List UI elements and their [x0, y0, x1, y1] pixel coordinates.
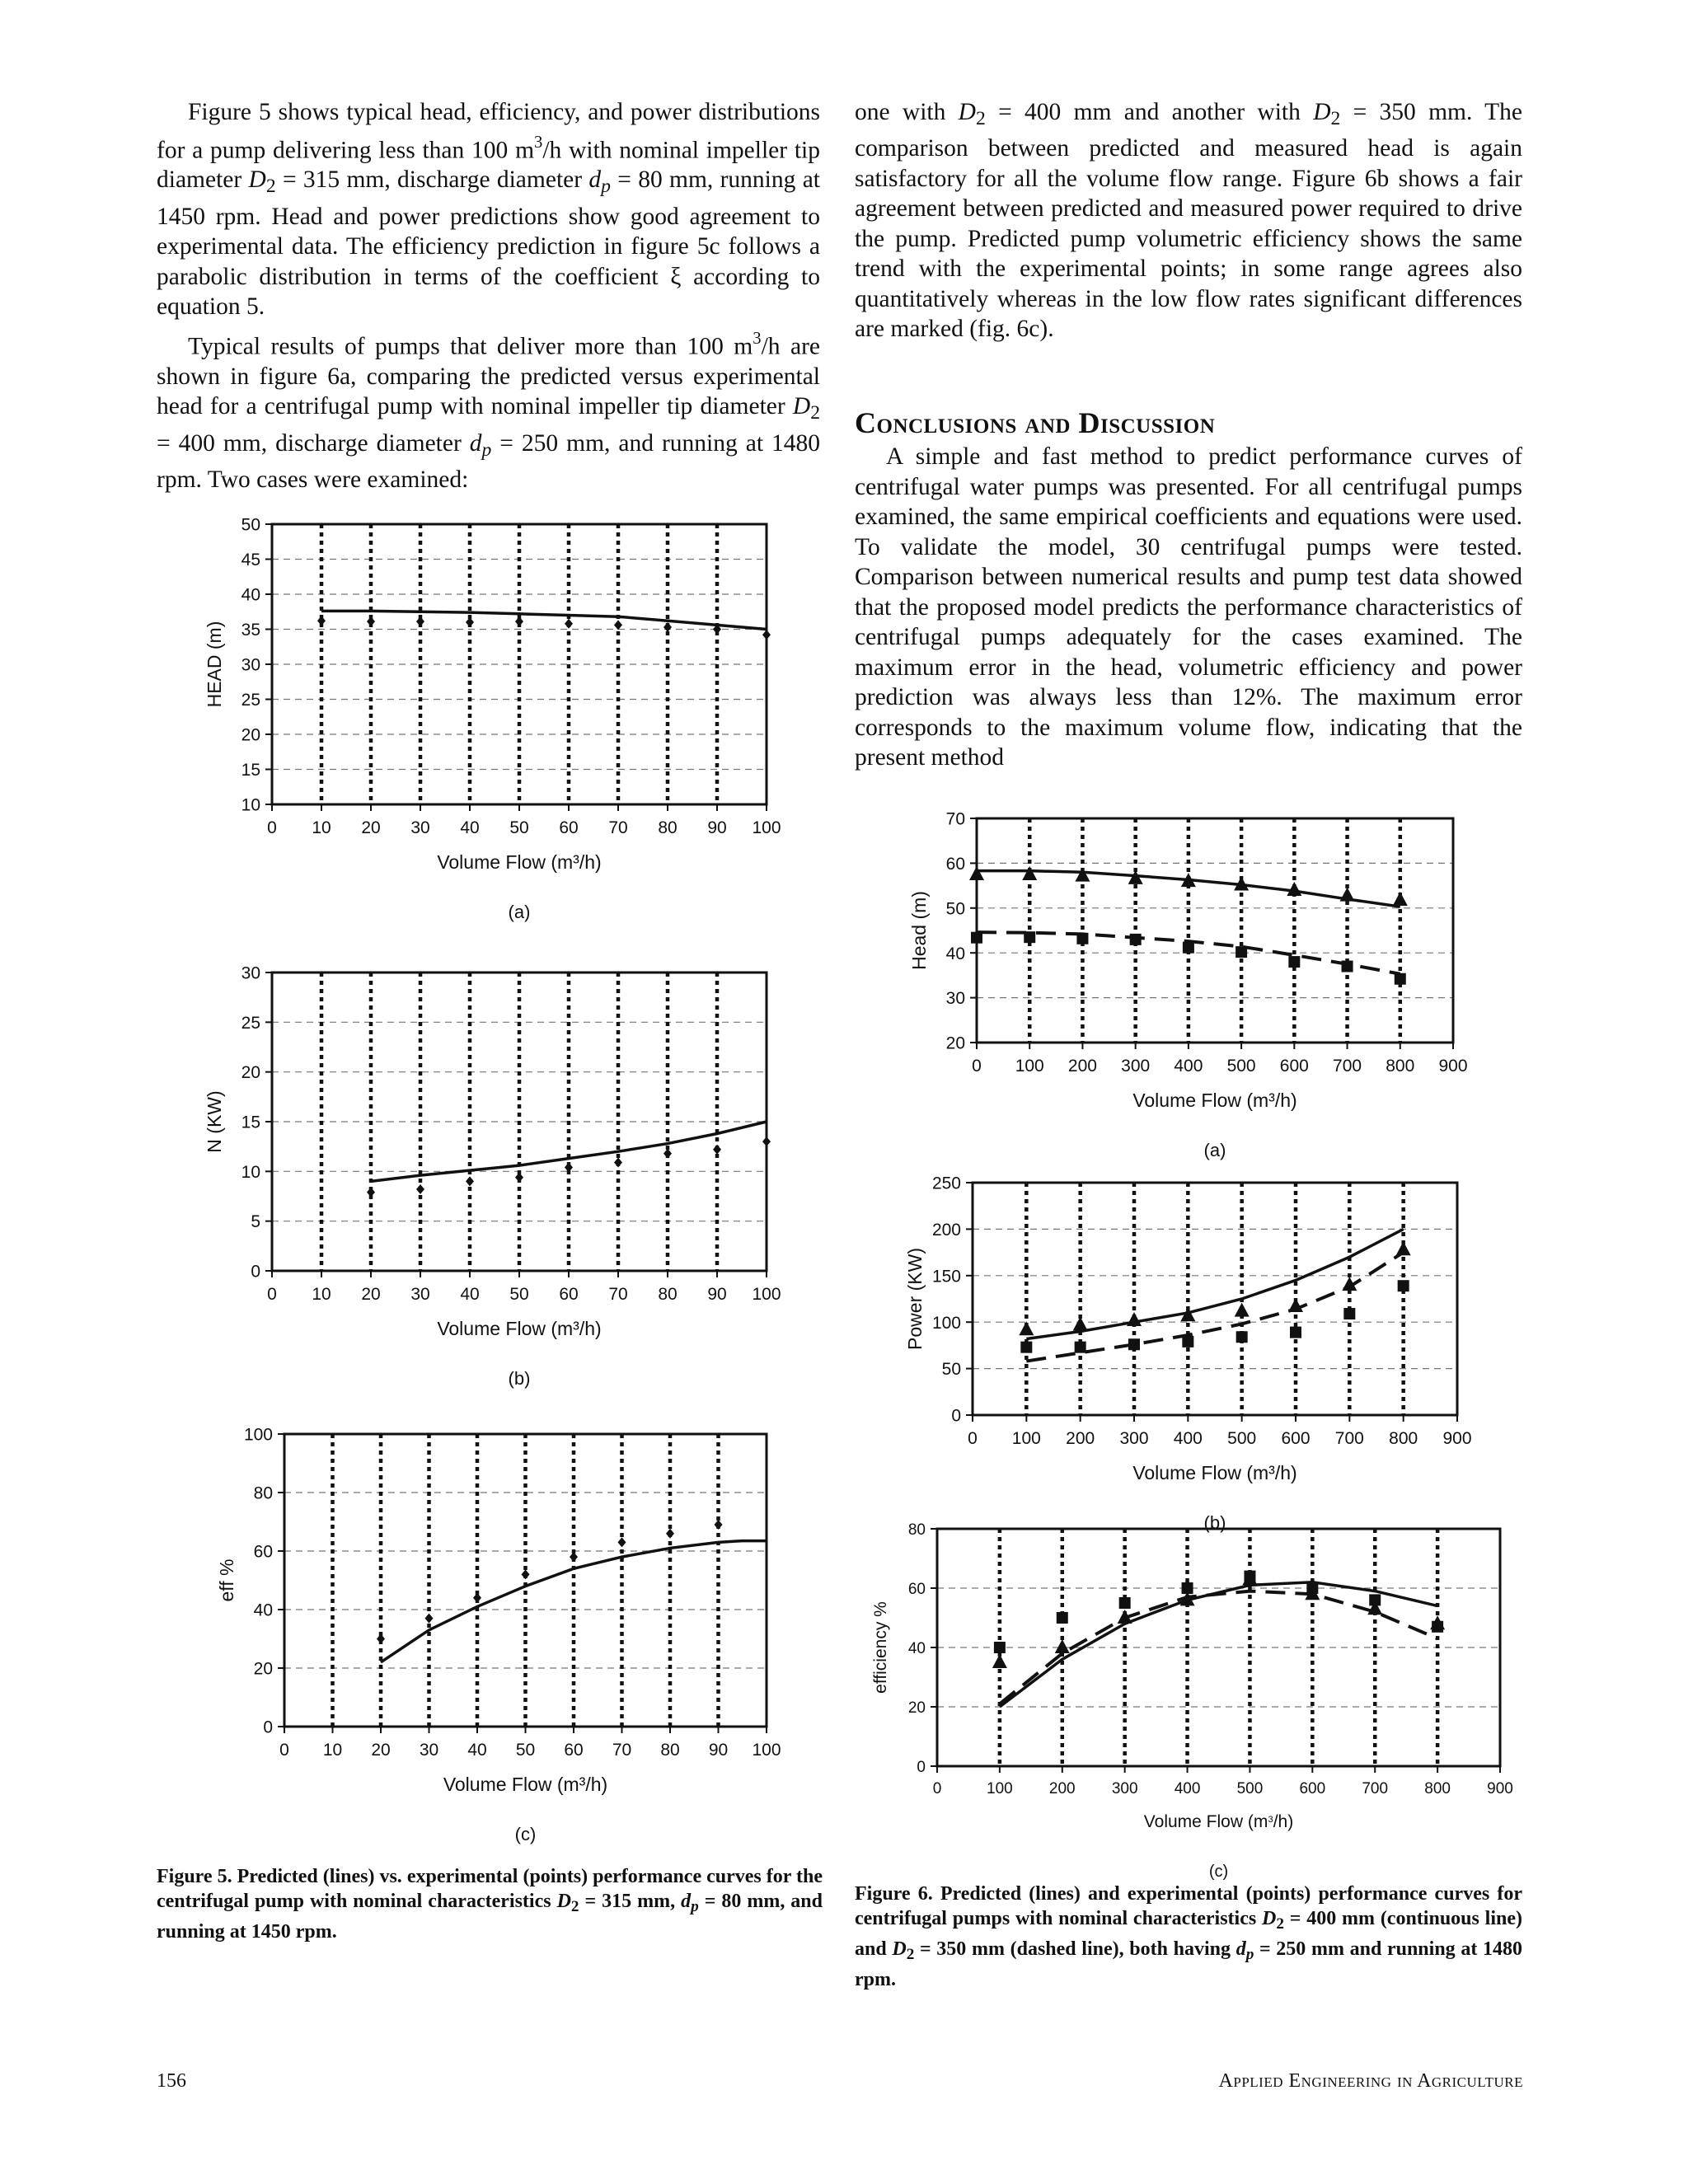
y-tick-label: 20: [241, 1063, 260, 1083]
figure-5a-head-chart: [190, 515, 799, 922]
y-tick-label: 0: [251, 1262, 260, 1282]
x-tick-label: 700: [1334, 1429, 1364, 1448]
y-tick-label: 50: [945, 899, 965, 919]
panel-label: (b): [1203, 1512, 1226, 1533]
x-tick-label: 100: [987, 1780, 1013, 1797]
y-tick-label: 100: [243, 1425, 273, 1445]
figure-5-caption: Figure 5. Predicted (lines) vs. experimental (points) performance curves for the centrifugal pump with nominal characteristics $D_2 = 315$ mm, $d_p = 80$ mm, and running at 1450 rpm.: [157, 1866, 823, 1943]
x-tick-label: 100: [752, 1285, 781, 1304]
x-tick-label: 800: [1389, 1429, 1418, 1448]
x-tick-label: 30: [410, 1285, 430, 1304]
data-point-diamond: [367, 1188, 375, 1197]
x-tick-label: 50: [509, 1285, 529, 1304]
data-point-diamond: [618, 1537, 626, 1547]
data-point-triangle: [1019, 1321, 1034, 1335]
data-point-diamond: [570, 1552, 578, 1562]
y-tick-label: 40: [241, 585, 260, 605]
data-point-square: [1342, 961, 1353, 972]
y-tick-label: 25: [241, 1013, 260, 1033]
x-tick-label: 600: [1299, 1780, 1326, 1797]
data-point-triangle: [1396, 1241, 1411, 1255]
y-tick-label: 30: [945, 989, 965, 1009]
x-axis-title: Volume Flow (m³/h): [1132, 1462, 1297, 1483]
y-tick-label: 10: [241, 795, 260, 815]
y-axis-title: Power (KW): [904, 1248, 926, 1350]
x-tick-label: 500: [1226, 1057, 1256, 1076]
data-point-diamond: [466, 1176, 474, 1186]
paragraph: Typical results of pumps that deliver more than 100 $m^3/h$ are shown in figure 6a, comparing the predicted versus experimental head for a centrifugal pump with nominal impeller tip diameter $D_2 = 400$ mm, discharge diameter $d_p = 250$ mm, and running at 1480 rpm. Two cases were examined:: [157, 329, 821, 493]
data-point-square: [1290, 1327, 1301, 1338]
data-point-square: [1244, 1571, 1255, 1582]
body-text-conclusions: [855, 442, 1522, 773]
data-point-diamond: [614, 1157, 622, 1167]
y-tick-label: 40: [945, 944, 965, 963]
y-tick-label: 40: [907, 1639, 926, 1657]
y-tick-label: 20: [945, 1033, 965, 1053]
y-tick-label: 100: [931, 1313, 961, 1333]
data-point-diamond: [367, 616, 375, 626]
data-point-diamond: [663, 1149, 672, 1159]
x-tick-label: 0: [267, 818, 277, 837]
data-point-square: [1119, 1597, 1131, 1609]
x-tick-label: 50: [509, 818, 529, 837]
x-tick-label: 200: [1048, 1780, 1076, 1797]
y-tick-label: 60: [253, 1542, 273, 1562]
y-tick-label: 150: [931, 1267, 961, 1286]
paragraph: one with $D_2 = 400$ mm and another with $D_2 = 350$ mm. The comparison between predicted and measured head is again satisfactory for all the volume flow range. Figure 6b shows a fair agreement between predicted and measured power required to drive the pump. Predicted pump volumetric efficiency shows the same trend with the experimental points; in some range agrees also quantitatively whereas in the low flow rates significant differences are marked (fig. 6c).: [855, 99, 1523, 343]
data-point-triangle: [992, 1654, 1007, 1668]
x-tick-label: 0: [972, 1057, 982, 1076]
x-tick-label: 30: [419, 1741, 439, 1760]
data-point-diamond: [466, 617, 474, 627]
data-point-square: [1183, 942, 1194, 954]
x-tick-label: 800: [1424, 1780, 1451, 1797]
figure-5c-efficiency-chart: [190, 1426, 799, 1863]
data-point-square: [1398, 1280, 1409, 1291]
section-heading-conclusions: Conclusions and Discussion: [855, 406, 1216, 439]
figure-6-caption: Figure 6. Predicted (lines) and experimental (points) performance curves for centrifugal pumps with nominal characteristics $D_2 = 400$ mm (continuous line) and $D_2 = 350$ mm (dashed line), both having $d_p = 250$ mm and running at 1480 rpm.: [855, 1883, 1522, 1990]
data-point-diamond: [425, 1614, 434, 1624]
data-point-diamond: [515, 616, 523, 626]
data-point-diamond: [663, 622, 672, 632]
data-point-diamond: [416, 1184, 424, 1194]
x-tick-label: 900: [1442, 1429, 1472, 1448]
data-point-square: [1128, 1338, 1140, 1350]
y-tick-label: 70: [945, 809, 965, 829]
data-point-square: [1306, 1582, 1318, 1594]
x-tick-label: 600: [1281, 1429, 1311, 1448]
data-point-diamond: [317, 616, 326, 626]
plot-frame: [973, 1183, 1457, 1415]
x-tick-label: 10: [312, 818, 331, 837]
y-tick-label: 80: [907, 1521, 926, 1539]
y-tick-label: 250: [931, 1174, 961, 1193]
journal-name: Applied Engineering in Agriculture: [1218, 2070, 1523, 2092]
data-point-diamond: [473, 1593, 481, 1603]
x-tick-label: 400: [1173, 1429, 1203, 1448]
y-tick-label: 0: [917, 1758, 926, 1776]
x-axis-title: Volume Flow (m³/h): [437, 1318, 602, 1339]
x-tick-label: 300: [1121, 1057, 1151, 1076]
y-tick-label: 0: [263, 1718, 273, 1737]
data-point-triangle: [1127, 1312, 1142, 1326]
data-point-square: [1343, 1308, 1355, 1319]
data-point-square: [1076, 933, 1088, 944]
figure-6a-head-chart: [890, 806, 1500, 1160]
data-point-square: [1182, 1582, 1193, 1594]
x-axis-title: Volume Flow $(m^3/h)$: [1143, 1812, 1294, 1831]
x-tick-label: 0: [968, 1429, 978, 1448]
y-tick-label: 5: [251, 1212, 260, 1232]
y-tick-label: 45: [241, 551, 260, 570]
x-tick-label: 90: [708, 1741, 729, 1760]
y-tick-label: 15: [241, 1113, 260, 1132]
x-tick-label: 100: [752, 1741, 781, 1760]
data-point-square: [1075, 1342, 1086, 1353]
x-tick-label: 80: [658, 1285, 678, 1304]
y-tick-label: 30: [241, 655, 260, 675]
panel-label: (b): [508, 1368, 531, 1389]
x-tick-label: 100: [1011, 1429, 1041, 1448]
x-tick-label: 70: [608, 1285, 628, 1304]
data-point-square: [1369, 1594, 1381, 1605]
paragraph: Figure 5 shows typical head, efficiency, and power distributions for a pump delivering less than 100 $m^3/h$ with nominal impeller tip diameter $D_2 = 315$ mm, discharge diameter $d_p = 80$ mm, running at 1450 rpm. Head and power predictions show good agreement to experimental data. The efficiency prediction in figure 5c follows a parabolic distribution in terms of the coefficient ξ according to equation 5.: [157, 99, 820, 321]
x-tick-label: 60: [559, 818, 579, 837]
data-point-square: [994, 1642, 1006, 1653]
y-tick-label: 60: [945, 854, 965, 874]
y-tick-label: 60: [907, 1580, 926, 1598]
x-tick-label: 90: [707, 818, 727, 837]
y-tick-label: 50: [941, 1360, 961, 1380]
x-tick-label: 100: [1015, 1057, 1044, 1076]
data-point-diamond: [715, 1520, 723, 1530]
data-point-diamond: [713, 1145, 721, 1155]
data-point-diamond: [565, 619, 573, 629]
data-point-diamond: [416, 616, 424, 626]
figure-6b-power-chart: [890, 1170, 1500, 1533]
data-point-triangle: [1393, 892, 1408, 906]
x-tick-label: 80: [660, 1741, 680, 1760]
x-tick-label: 50: [515, 1741, 536, 1760]
x-tick-label: 60: [564, 1741, 584, 1760]
y-tick-label: 80: [253, 1483, 273, 1503]
data-point-triangle: [1075, 868, 1090, 882]
figure-5b-power-chart: [190, 964, 799, 1409]
x-tick-label: 0: [932, 1780, 942, 1797]
x-tick-label: 10: [312, 1285, 331, 1304]
data-point-square: [1182, 1336, 1193, 1347]
data-point-triangle: [1340, 888, 1355, 902]
data-point-triangle: [1235, 1303, 1250, 1317]
data-point-square: [1130, 934, 1142, 945]
data-point-diamond: [666, 1529, 674, 1539]
y-tick-label: 30: [241, 963, 260, 983]
x-tick-label: 600: [1279, 1057, 1309, 1076]
y-tick-label: 50: [241, 515, 260, 535]
data-point-square: [1288, 956, 1300, 968]
body-text-left-column: [157, 97, 820, 494]
y-tick-label: 20: [907, 1699, 926, 1717]
x-tick-label: 400: [1174, 1057, 1203, 1076]
data-point-triangle: [1288, 1298, 1303, 1312]
y-tick-label: 200: [931, 1220, 961, 1240]
panel-label: (c): [1208, 1863, 1229, 1881]
data-point-square: [1395, 973, 1406, 985]
y-tick-label: 20: [241, 725, 260, 745]
data-point-square: [1236, 946, 1247, 958]
x-tick-label: 30: [410, 818, 430, 837]
data-point-triangle: [1287, 882, 1301, 896]
x-tick-label: 300: [1119, 1429, 1149, 1448]
x-tick-label: 400: [1174, 1780, 1201, 1797]
x-tick-label: 800: [1386, 1057, 1415, 1076]
x-axis-title: Volume Flow (m³/h): [1132, 1090, 1297, 1111]
x-tick-label: 200: [1067, 1057, 1097, 1076]
x-tick-label: 60: [559, 1285, 579, 1304]
y-axis-title: efficiency %: [871, 1601, 890, 1694]
x-tick-label: 900: [1438, 1057, 1468, 1076]
data-point-square: [1024, 931, 1035, 943]
data-point-triangle: [1022, 866, 1037, 880]
x-tick-label: 0: [267, 1285, 277, 1304]
x-axis-title: Volume Flow (m³/h): [443, 1774, 608, 1795]
panel-label: (a): [508, 902, 531, 922]
x-tick-label: 80: [658, 818, 678, 837]
x-tick-label: 900: [1487, 1780, 1513, 1797]
x-tick-label: 40: [460, 818, 480, 837]
data-point-diamond: [762, 1137, 771, 1146]
data-point-square: [1236, 1331, 1248, 1343]
data-point-square: [971, 932, 982, 944]
y-axis-title: Head (m): [908, 891, 930, 970]
x-tick-label: 500: [1227, 1429, 1257, 1448]
y-tick-label: 0: [951, 1406, 961, 1426]
x-tick-label: 90: [707, 1285, 727, 1304]
x-tick-label: 300: [1111, 1780, 1138, 1797]
data-point-diamond: [614, 620, 622, 630]
x-tick-label: 700: [1362, 1780, 1389, 1797]
body-text-right-column-top: [855, 97, 1522, 344]
x-tick-label: 500: [1236, 1780, 1264, 1797]
y-tick-label: 40: [253, 1601, 273, 1620]
x-tick-label: 10: [322, 1741, 343, 1760]
data-point-square: [1432, 1621, 1443, 1633]
data-point-diamond: [515, 1173, 523, 1183]
data-point-square: [1020, 1342, 1032, 1353]
x-tick-label: 40: [467, 1741, 487, 1760]
predicted-curve: [321, 611, 767, 629]
x-tick-label: 70: [612, 1741, 632, 1760]
data-point-diamond: [522, 1569, 530, 1579]
panel-label: (c): [514, 1824, 537, 1844]
data-point-diamond: [762, 630, 771, 640]
x-tick-label: 40: [460, 1285, 480, 1304]
x-tick-label: 200: [1066, 1429, 1095, 1448]
data-point-triangle: [969, 866, 984, 880]
data-point-diamond: [377, 1634, 385, 1644]
y-tick-label: 35: [241, 621, 260, 640]
x-tick-label: 100: [752, 818, 781, 837]
x-axis-title: Volume Flow (m³/h): [437, 851, 602, 873]
x-tick-label: 20: [371, 1741, 391, 1760]
x-tick-label: 20: [361, 1285, 381, 1304]
page-number: 156: [157, 2070, 186, 2092]
data-point-triangle: [1073, 1317, 1088, 1331]
panel-label: (a): [1203, 1140, 1226, 1160]
data-point-diamond: [565, 1163, 573, 1173]
x-tick-label: 70: [608, 818, 628, 837]
x-tick-label: 20: [361, 818, 381, 837]
data-point-square: [1057, 1612, 1068, 1624]
y-tick-label: 10: [241, 1162, 260, 1182]
figure-6c-efficiency-chart: [871, 1519, 1513, 1882]
y-tick-label: 15: [241, 761, 260, 780]
y-tick-label: 25: [241, 691, 260, 710]
x-tick-label: 700: [1333, 1057, 1362, 1076]
y-axis-title: HEAD (m): [204, 621, 225, 708]
y-axis-title: eff %: [216, 1558, 237, 1602]
y-axis-title: N (KW): [204, 1090, 225, 1153]
plot-frame: [977, 818, 1453, 1043]
y-tick-label: 20: [253, 1659, 273, 1679]
paragraph: A simple and fast method to predict performance curves of centrifugal water pumps was presented. For all centrifugal pumps examined, the same empirical coefficients and equations were used. To validate the model, 30 centrifugal pumps were tested. Comparison between numerical results and pump test data showed that the proposed model predicts the performance characteristics of centrifugal pumps adequately for the cases examined. The maximum error in the head, volumetric efficiency and power prediction was always less than 12%. The maximum error corresponds to the maximum volume flow, indicating that the present method: [855, 443, 1522, 771]
x-tick-label: 0: [279, 1741, 289, 1760]
data-point-triangle: [1055, 1639, 1070, 1653]
